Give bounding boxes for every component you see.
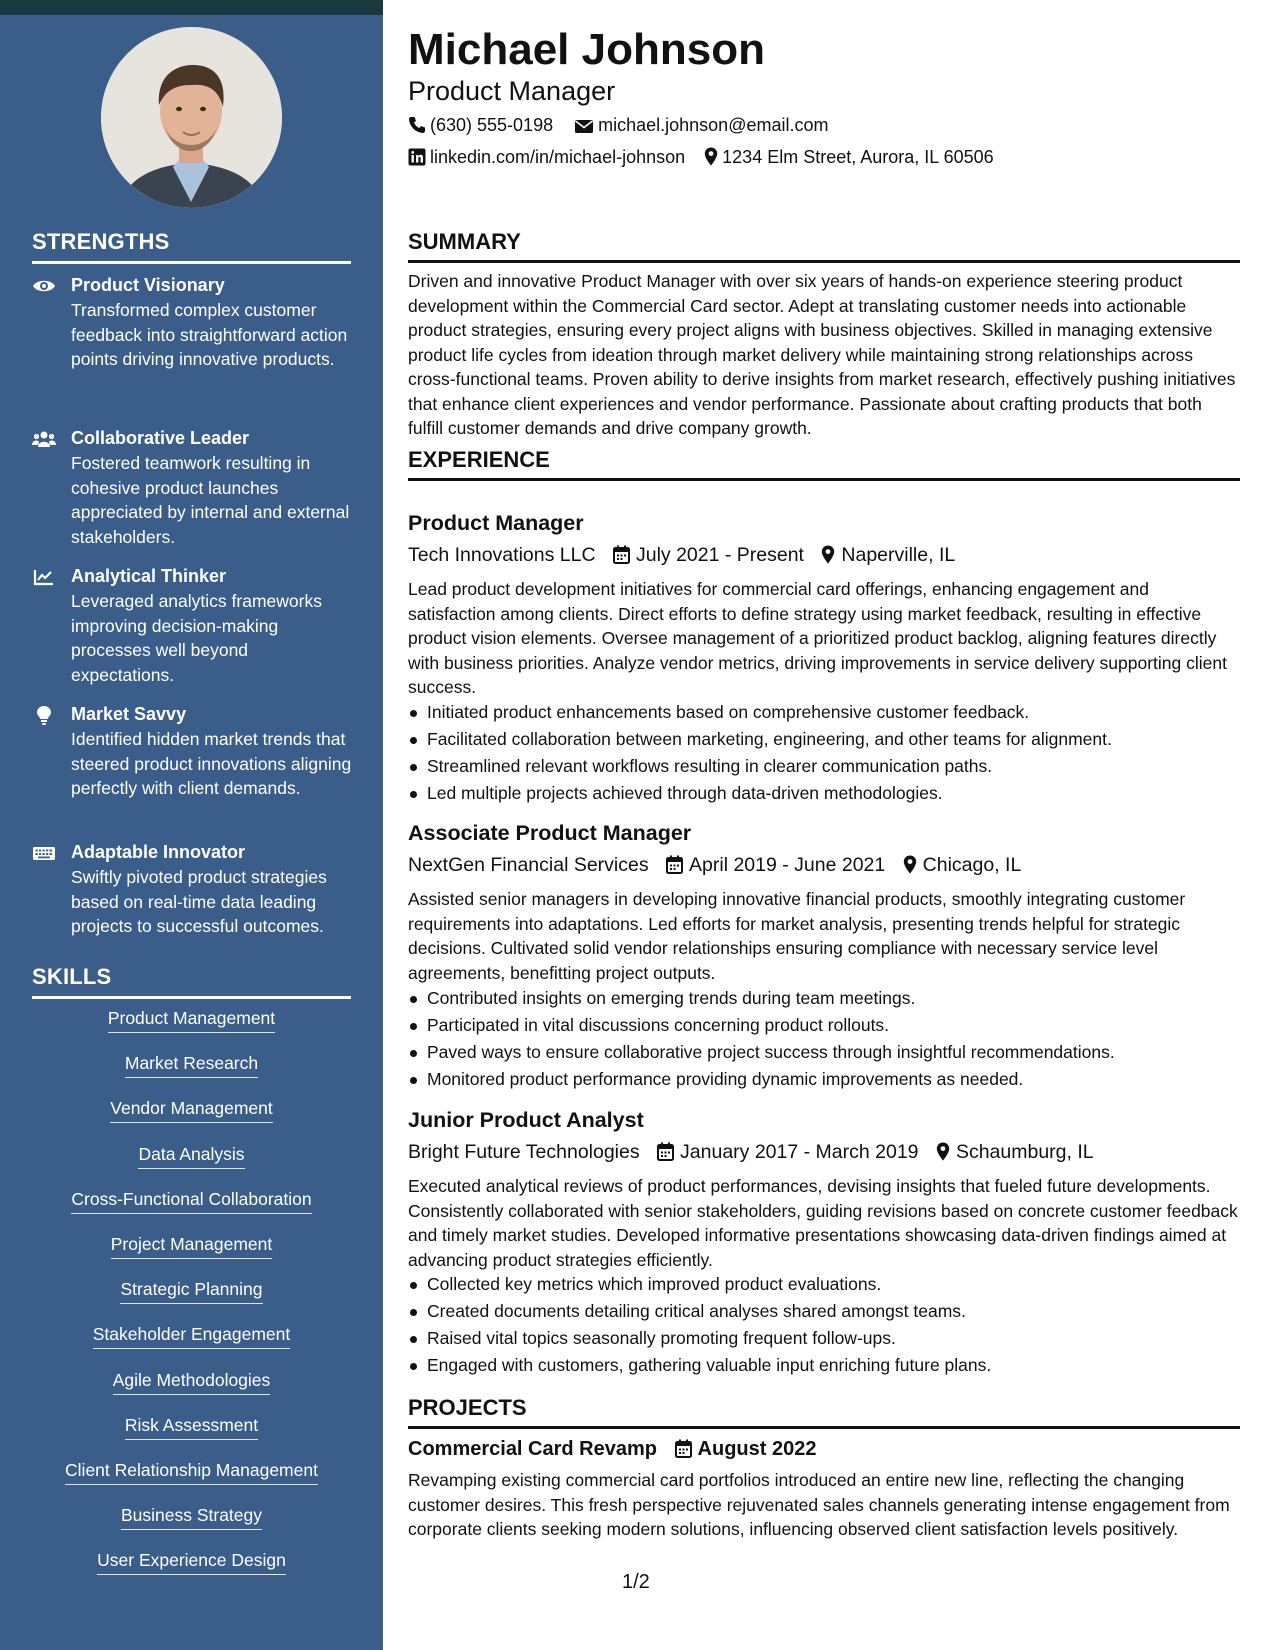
bullet-item: Collected key metrics which improved product evaluations.	[408, 1271, 1240, 1298]
bullet-item: Contributed insights on emerging trends during team meetings.	[408, 985, 1240, 1012]
job-title: Junior Product Analyst	[408, 1108, 644, 1132]
location-pin-icon	[936, 1142, 950, 1168]
address-text: 1234 Elm Street, Aurora, IL 60506	[722, 147, 994, 167]
bullet-item: Led multiple projects achieved through data-driven methodologies.	[408, 780, 1240, 807]
strength-description: Leveraged analytics frameworks improving decision-making processes well beyond expectations.	[71, 591, 322, 685]
company-name: Bright Future Technologies	[408, 1141, 640, 1163]
strength-description: Identified hidden market trends that steered product innovations aligning perfectly with client demands.	[71, 729, 352, 798]
linkedin-link[interactable]: linkedin.com/in/michael-johnson	[430, 147, 686, 167]
job-bullets	[408, 1271, 1240, 1379]
job-bullets	[408, 985, 1240, 1093]
bullet-item: Paved ways to ensure collaborative project success through insightful recommendations.	[408, 1039, 1240, 1066]
job-location: Naperville, IL	[841, 544, 956, 566]
bullet-item: Initiated product enhancements based on comprehensive customer feedback.	[408, 699, 1240, 726]
job-bullets	[408, 699, 1240, 807]
email-link[interactable]: michael.johnson@email.com	[598, 115, 829, 135]
skill-item: Agile Methodologies	[32, 1370, 351, 1415]
phone-icon	[408, 116, 426, 139]
contact-line	[408, 114, 828, 139]
sidebar-top-bar	[0, 0, 383, 15]
job-dates: July 2021 - Present	[635, 544, 804, 566]
skill-item: Stakeholder Engagement	[32, 1324, 351, 1369]
skill-item: Product Management	[32, 1008, 351, 1053]
skill-item: Client Relationship Management	[32, 1460, 351, 1505]
company-name: NextGen Financial Services	[408, 854, 649, 876]
keyboard-icon	[32, 843, 56, 863]
location-pin-icon	[903, 855, 917, 881]
page-number: 1/2	[622, 1571, 650, 1593]
strength-title: Adaptable Innovator	[71, 842, 246, 862]
company-name: Tech Innovations LLC	[408, 544, 596, 566]
summary-heading: SUMMARY	[408, 229, 1240, 263]
job-description: Lead product development initiatives for commercial card offerings, enhancing engagement and satisfaction among clients. Direct efforts to define strategy using market feedback, resulting in effective product vision elements. Oversee management of a prioritized product backlog, aligning features directly with business priorities. Analyze vendor metrics, driving improvements in service delivery supporting client success.	[408, 579, 1227, 697]
users-icon	[32, 429, 56, 449]
location-pin-icon	[821, 545, 835, 571]
strengths-heading: STRENGTHS	[32, 229, 351, 264]
job-meta	[408, 1139, 1094, 1168]
bullet-item: Streamlined relevant workflows resulting in clearer communication paths.	[408, 753, 1240, 780]
envelope-icon	[574, 117, 594, 139]
bullet-item: Raised vital topics seasonally promoting frequent follow-ups.	[408, 1325, 1240, 1352]
candidate-title: Product Manager	[408, 76, 616, 106]
skills-heading: SKILLS	[32, 964, 351, 999]
skill-item: Cross-Functional Collaboration	[32, 1189, 351, 1234]
skill-item: Data Analysis	[32, 1144, 351, 1189]
linkedin-icon	[408, 148, 426, 171]
sidebar	[0, 0, 383, 1650]
job-dates: April 2019 - June 2021	[689, 854, 886, 876]
chart-line-icon	[32, 567, 56, 587]
job-meta	[408, 542, 955, 571]
lightbulb-icon	[32, 705, 56, 725]
skill-item: Risk Assessment	[32, 1415, 351, 1460]
job-dates: January 2017 - March 2019	[680, 1141, 919, 1163]
job-title: Product Manager	[408, 511, 584, 535]
bullet-item: Monitored product performance providing dynamic improvements as needed.	[408, 1066, 1240, 1093]
bullet-item: Participated in vital discussions concerning product rollouts.	[408, 1012, 1240, 1039]
strength-description: Fostered teamwork resulting in cohesive product launches appreciated by internal and external stakeholders.	[71, 453, 350, 547]
calendar-icon	[613, 545, 630, 571]
skill-item: Market Research	[32, 1053, 351, 1098]
strength-title: Market Savvy	[71, 704, 187, 724]
skill-item: Vendor Management	[32, 1098, 351, 1143]
bullet-item: Created documents detailing critical analyses shared amongst teams.	[408, 1298, 1240, 1325]
job-location: Schaumburg, IL	[955, 1141, 1094, 1163]
skill-item: Strategic Planning	[32, 1279, 351, 1324]
strength-description: Transformed complex customer feedback into straightforward action points driving innovative products.	[71, 300, 348, 369]
projects-heading: PROJECTS	[408, 1395, 1240, 1429]
job-description: Executed analytical reviews of product performances, devising insights that fueled future developments. Consistently collaborated with senior stakeholders, guiding revisions based on concrete customer feedback and timely market studies. Developed informative presentations showcasing data-driven findings aimed at advancing product strategies efficiently.	[408, 1176, 1238, 1270]
project-description: Revamping existing commercial card portfolios introduced an entire new line, reflecting the changing customer desires. This fresh perspective rejuvenated sales channels generating intense engagement from corporate clients seeking modern solutions, influencing observed client satisfaction levels positively.	[408, 1470, 1230, 1539]
experience-heading: EXPERIENCE	[408, 447, 1240, 481]
eye-icon	[32, 276, 56, 296]
location-pin-icon	[704, 147, 718, 171]
strength-title: Product Visionary	[71, 275, 225, 295]
calendar-icon	[666, 855, 683, 881]
avatar	[101, 27, 282, 208]
summary-text: Driven and innovative Product Manager with over six years of hands-on experience steering product development within the Commercial Card sector. Adept at translating customer needs into actionable product strategies, ensuring every project aligns with business objectives. Skilled in managing extensive product life cycles from ideation through market delivery while maintaining strong relationships across cross-functional teams. Proven ability to derive insights from market research, effectively pushing initiatives that enhance client experiences and vendor performance. Passionate about crafting products that both fulfill customer demands and drive company growth.	[408, 271, 1236, 438]
calendar-icon	[657, 1142, 674, 1168]
candidate-name: Michael Johnson	[408, 25, 765, 74]
strength-title: Collaborative Leader	[71, 428, 250, 448]
skill-item: Business Strategy	[32, 1505, 351, 1550]
skill-item: Project Management	[32, 1234, 351, 1279]
strength-title: Analytical Thinker	[71, 566, 227, 586]
skill-item: User Experience Design	[32, 1550, 351, 1595]
project-date: August 2022	[697, 1438, 817, 1460]
job-description: Assisted senior managers in developing innovative financial products, smoothly integrating customer requirements into adaptations. Led efforts for market analysis, presenting trends helpful for strategic decisions. Cultivated solid vendor relationships ensuring compliance with necessary service level agreements, benefitting project outputs.	[408, 889, 1186, 983]
strength-description: Swiftly pivoted product strategies based on real-time data leading projects to successful outcomes.	[71, 867, 327, 936]
bullet-item: Facilitated collaboration between marketing, engineering, and other teams for alignment.	[408, 726, 1240, 753]
project-header	[408, 1436, 816, 1465]
project-title: Commercial Card Revamp	[408, 1438, 657, 1460]
skills-list	[32, 1008, 351, 1595]
job-title: Associate Product Manager	[408, 821, 692, 845]
contact-line	[408, 146, 994, 171]
job-meta	[408, 852, 1021, 881]
phone-text: (630) 555-0198	[430, 115, 554, 135]
job-location: Chicago, IL	[922, 854, 1022, 876]
calendar-icon	[675, 1439, 692, 1465]
bullet-item: Engaged with customers, gathering valuable input enriching future plans.	[408, 1352, 1240, 1379]
